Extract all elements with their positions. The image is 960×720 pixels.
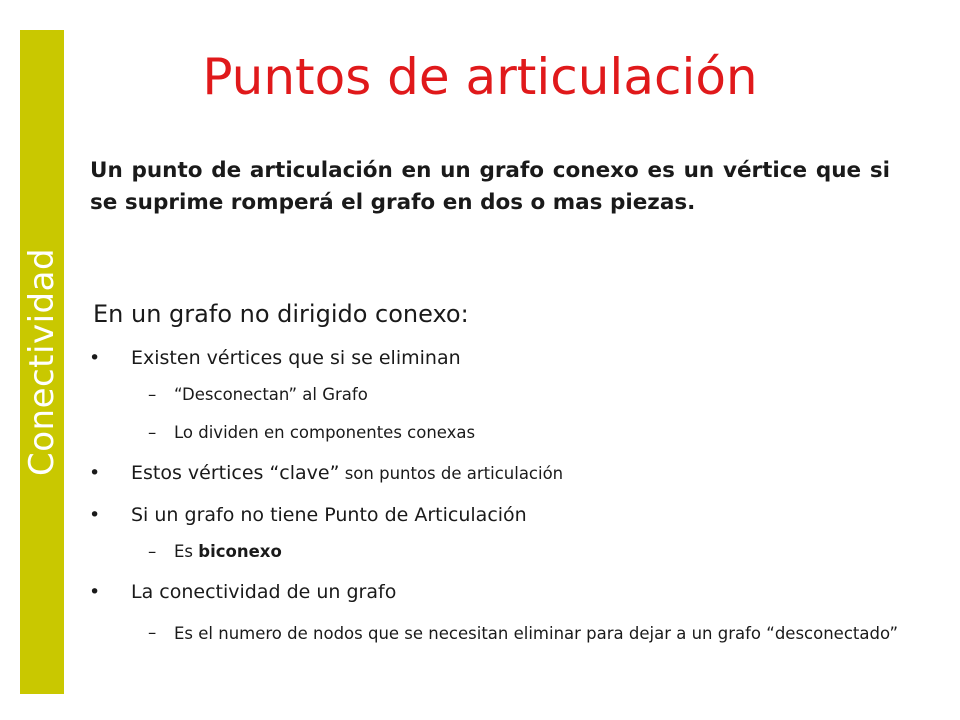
bullet-icon: • (89, 504, 101, 526)
dash-icon: – (148, 542, 157, 561)
intro-text: En un grafo no dirigido conexo: (93, 300, 469, 328)
bullet-icon: • (89, 581, 101, 603)
dash-icon: – (148, 385, 157, 404)
sub-list-item: “Desconectan” al Grafo (174, 385, 368, 404)
list-item (131, 461, 563, 486)
sub-list-item (174, 541, 282, 563)
bullet-icon: • (89, 462, 101, 484)
sub-list-item-prefix: Es (174, 542, 199, 561)
list-item: Existen vértices que si se eliminan (131, 347, 461, 369)
list-item-text-small: son puntos de articulación (339, 464, 564, 483)
sidebar-label: Conectividad (22, 247, 62, 477)
sub-list-item-bold: biconexo (198, 542, 282, 561)
sub-list-item: Lo dividen en componentes conexas (174, 423, 476, 442)
page-title: Puntos de articulación (202, 48, 758, 106)
dash-icon: – (148, 623, 157, 642)
list-item: La conectividad de un grafo (131, 581, 397, 603)
list-item: Si un grafo no tiene Punto de Articulación (131, 504, 527, 526)
dash-icon: – (148, 423, 157, 442)
bullet-icon: • (89, 347, 101, 369)
sub-list-item: Es el numero de nodos que se necesitan eliminar para dejar a un grafo “desconectado” (174, 624, 899, 643)
definition-text: Un punto de articulación en un grafo conexo es un vértice que si se suprime romperá el grafo en dos o mas piezas. (90, 158, 890, 215)
list-item-text: Estos vértices “clave” (131, 462, 340, 484)
